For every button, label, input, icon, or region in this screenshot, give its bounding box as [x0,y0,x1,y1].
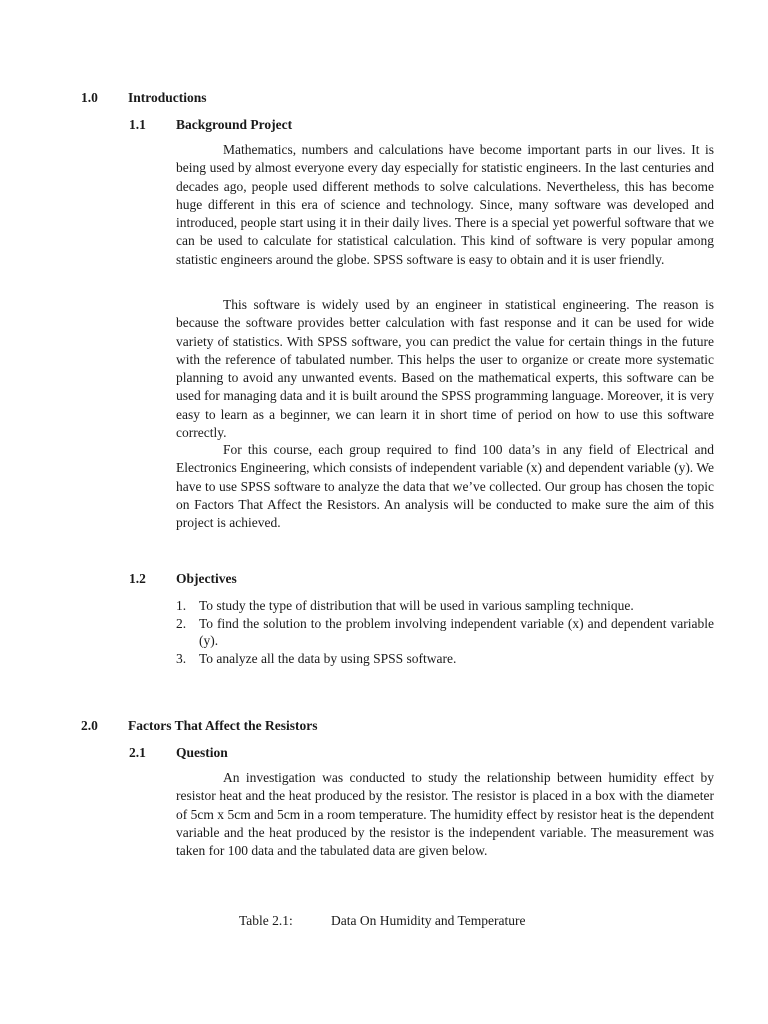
section-number: 1.0 [81,90,98,105]
list-marker: 2. [176,615,187,631]
section-title: Question [176,745,228,760]
section-title: Introductions [128,90,207,105]
list-item-text: To find the solution to the problem involving independent variable (x) and dependent variable (y). [199,615,714,649]
section-number: 1.2 [129,571,146,586]
list-item-text: To analyze all the data by using SPSS software. [199,650,457,666]
list-item [176,615,714,650]
list-marker: 3. [176,650,187,666]
list-marker: 1. [176,598,187,613]
section-heading-2-1 [129,744,228,762]
objectives-list [176,597,714,667]
section-number: 2.1 [129,745,146,760]
section-title: Background Project [176,117,293,132]
section-heading-1-2 [129,570,237,588]
table-caption-title: Data On Humidity and Temperature [331,913,526,928]
section-heading-1-1 [129,116,292,134]
list-item-text: To study the type of distribution that will be used in various sampling technique. [199,598,634,613]
list-item [176,650,714,668]
background-paragraph-3: For this course, each group required to find 100 data’s in any field of Electrical and Electronics Engineering, which consists of independent variable (x) and dependent variable (y). We have to use SPSS software to analyze the data that we’ve collected. Our group has chosen the topic on Factors That Affect the Resistors. An analysis will be conducted to make sure the aim of this project is achieved. [176,442,714,531]
table-caption-label: Table 2.1: [239,913,293,928]
section-number: 1.1 [129,117,146,132]
background-paragraph-2: This software is widely used by an engineer in statistical engineering. The reason is because the software provides better calculation with fast response and it can be used for wide variety of statistics. With SPSS software, you can predict the value for certain things in the future with the reference of tabulated number. This helps the user to organize or create more systematic planning to avoid any unwanted events. Based on the mathematical experts, this software can be used for managing data and it is built around the SPSS programming language. Moreover, it is very easy to learn as a beginner, we can learn it in short time of period on how to use this software correctly. [176,297,714,441]
table-caption [239,912,526,930]
list-item [176,597,714,615]
section-heading-2-0 [81,717,317,735]
background-paragraph-1: Mathematics, numbers and calculations have become important parts in our lives. It is being used by almost everyone every day especially for statistic engineers. In the last centuries and decades ago, people used different methods to solve calculations. Nevertheless, this has become huge different in this era of science and technology. Since, many software was developed and introduced, people start using it in their daily lives. There is a special yet powerful software that we can be used to calculate for statistical calculation. This kind of software is very popular among statistic engineers around the globe. SPSS software is easy to obtain and it is user friendly. [176,142,714,267]
section-heading-1-0 [81,89,207,107]
section-title: Objectives [176,571,237,586]
question-paragraph: An investigation was conducted to study the relationship between humidity effect by resistor heat and the heat produced by the resistor. The resistor is placed in a box with the diameter of 5cm x 5cm and 5cm in a room temperature. The humidity effect by resistor heat is the dependent variable and the heat produced by the resistor is the independent variable. The measurement was taken for 100 data and the tabulated data are given below. [176,770,714,859]
section-title: Factors That Affect the Resistors [128,718,318,733]
section-number: 2.0 [81,718,98,733]
